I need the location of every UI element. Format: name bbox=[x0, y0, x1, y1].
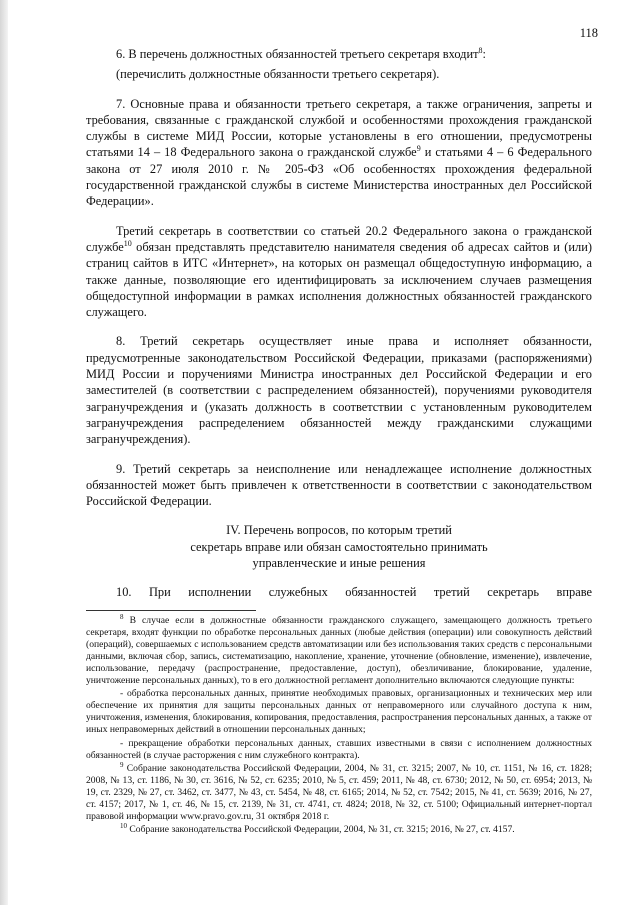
footnote-9-text: Собрание законодательства Российской Федерации, 2004, № 31, ст. 3215; 2007, № 10, ст. 1151, № 16, ст. 1828; 2008, № 13, ст. 1186, № 30, ст. 3616, № 52, ст. 6235; 2010, № 5, ст. 459; 2011, № 48, ст. 6730; 2012, № 50, ст. 6954; 2013, № 19, ст. 2329, № 27, ст. 3462, ст. 3477, № 43, ст. 5454, № 48, ст. 6165; 2014, № 52, ст. 7542; 2015, № 41, ст. 5639; 2016, № 27, ст. 4157; 2017, № 1, ст. 46, № 15, ст. 2139, № 31, ст. 4741, ст. 4824; 2018, № 32, ст. 5100; Официальный интернет-портал правовой информации www.pravo.gov.ru, 31 октября 2018 г. bbox=[86, 762, 592, 823]
paragraph-7-internet bbox=[86, 223, 592, 321]
paragraph-7-internet-text-a: Третий секретарь в соответствии со статьей 20.2 Федерального закона о гражданской службе bbox=[86, 223, 592, 254]
section-heading-line-2: секретарь вправе или обязан самостоятельно принимать bbox=[190, 539, 488, 554]
paragraph-7-text-a: 7. Основные права и обязанности третьего секретаря, а также ограничения, запреты и требования, связанные с гражданской службой и особенностями прохождения гражданской службы в системе МИД России, которые установлены в его отношении, предусмотрены статьями 14 – 18 Федерального закона о гражданской службе bbox=[86, 96, 592, 160]
footnote-8 bbox=[86, 612, 592, 688]
footnote-10 bbox=[86, 824, 592, 836]
document-body bbox=[86, 46, 592, 837]
paragraph-9: 9. Третий секретарь за неисполнение или ненадлежащее исполнение должностных обязанностей может быть привлечен к ответственности в соответствии с законодательством Российской Федерации. bbox=[86, 461, 592, 509]
paragraph-10: 10. При исполнении служебных обязанностей третий секретарь вправе bbox=[116, 585, 592, 600]
footnote-8-item-1: - обработка персональных данных, принятие необходимых правовых, организационных и технических мер или обеспечение их принятия для защиты персональных данных от неправомерного или случайного доступа к ним, уничтожения, изменения, блокирования, копирования, предоставления, распространения персональных данных, а также от иных неправомерных действий в отношении персональных данных; bbox=[86, 688, 592, 736]
paragraph-8: 8. Третий секретарь осуществляет иные права и исполняет обязанности, предусмотренные законодательством Российской Федерации, приказами (распоряжениями) МИД России и поручениями Министра иностранных дел Российской Федерации и его заместителей (в соответствии с распределением обязанностей), поручениями руководителя загранучреждения и (указать должность в соответствии с установленным руководителем загранучреждения распределением обязанностей между гражданскими служащими загранучреждения). bbox=[86, 334, 592, 447]
paragraph-6-tail: : bbox=[482, 47, 486, 61]
paragraph-6-text: 6. В перечень должностных обязанностей третьего секретаря входит bbox=[116, 47, 479, 61]
footnote-ref-10: 10 bbox=[123, 238, 132, 248]
footnote-8-text: В случае если в должностные обязанности гражданского служащего, замещающего должность третьего секретаря, входят функции по обработке персональных данных (любые действия (операции) или совокупность действий (операций), совершаемых с использованием средств автоматизации или без использования таких средств с персональными данными, включая сбор, запись, систематизацию, накопление, хранение, уточнение (обновление, изменение), извлечение, использование, передачу (распространение, предоставление, доступ), обезличивание, блокирование, удаление, уничтожение персональных данных), то в его должностной регламент дополнительно включаются следующие пункты: bbox=[86, 614, 592, 687]
footnote-9-number: 9 bbox=[120, 760, 124, 769]
paragraph-7-text-b: и статьями 4 – 6 Федерального закона от 27 июля 2010 г. № 205-ФЗ «Об особенностях прохождения федеральной государственной гражданской службы в системе Министерства иностранных дел Российской Федерации». bbox=[86, 145, 592, 209]
footnote-8-item-2: - прекращение обработки персональных данных, ставших известными в связи с исполнением должностных обязанностей (в случае расторжения с ним служебного контракта). bbox=[86, 737, 592, 761]
section-heading-line-3: управленческие и иные решения bbox=[252, 556, 426, 571]
paragraph-6 bbox=[86, 46, 592, 62]
footnote-10-number: 10 bbox=[120, 822, 127, 831]
footnote-9 bbox=[86, 760, 592, 823]
paragraph-7 bbox=[86, 96, 592, 210]
paragraph-6-instruction: (перечислить должностные обязанности третьего секретаря). bbox=[116, 67, 440, 82]
page-number: 118 bbox=[579, 26, 598, 40]
paragraph-7-internet-text-b: обязан представлять представителю нанимателя сведения об адресах сайтов и (или) страниц сайтов в ИТС «Интернет», на которых он размещал общедоступную информацию, а также данные, позволяющие его идентифицировать за исключением случаев размещения общедоступной информации в рамках исполнения должностных обязанностей гражданского служащего. bbox=[86, 239, 592, 320]
section-heading-line-1: IV. Перечень вопросов, по которым третий bbox=[226, 523, 452, 538]
footnote-8-number: 8 bbox=[120, 612, 124, 621]
footnote-ref-9: 9 bbox=[416, 144, 421, 154]
footnote-ref-8: 8 bbox=[478, 45, 483, 55]
footnote-10-text: Собрание законодательства Российской Федерации, 2004, № 31, ст. 3215; 2016, № 27, ст. 4157. bbox=[127, 824, 515, 836]
section-iv-heading bbox=[86, 522, 592, 571]
footnote-divider bbox=[86, 610, 256, 611]
scan-gutter bbox=[0, 0, 8, 905]
